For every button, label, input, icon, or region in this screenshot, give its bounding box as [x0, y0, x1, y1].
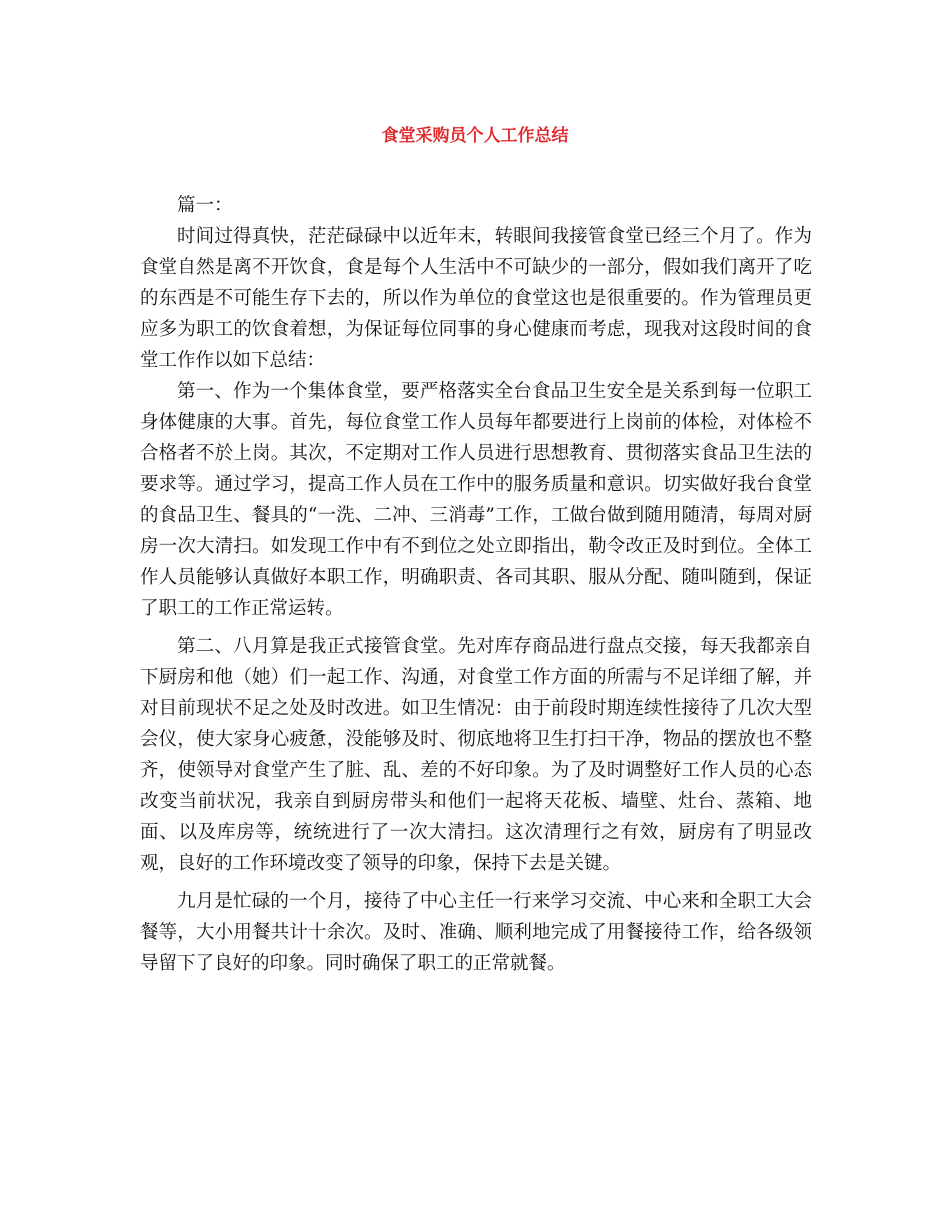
- paragraph-first: 第一、作为一个集体食堂，要严格落实全台食品卫生安全是关系到每一位职工身体健康的大事。首先，每位食堂工作人员每年都要进行上岗前的体检，对体检不合格者不於上岗。其次，不定期对工作人员进行思想教育、贯彻落实食品卫生法的要求等。通过学习，提高工作人员在工作中的服务质量和意识。切实做好我台食堂的食品卫生、餐具的“一洗、二冲、三消毒”工作，工做台做到随用随清，每周对厨房一次大清扫。如发现工作中有不到位之处立即指出，勒令改正及时到位。全体工作人员能够认真做好本职工作，明确职责、各司其职、服从分配、随叫随到，保证了职工的工作正常运转。: [140, 381, 812, 619]
- paragraph-september: 九月是忙碌的一个月，接待了中心主任一行来学习交流、中心来和全职工大会餐等，大小用餐共计十余次。及时、准确、顺利地完成了用餐接待工作，给各级领导留下了良好的印象。同时确保了职工的正常就餐。: [140, 891, 812, 974]
- document-title: 食堂采购员个人工作总结: [381, 126, 569, 146]
- paragraph-intro: 时间过得真快，茫茫碌碌中以近年末，转眼间我接管食堂已经三个月了。作为食堂自然是离不开饮食，食是每个人生活中不可缺少的一部分，假如我们离开了吃的东西是不可能生存下去的，所以作为单位的食堂这也是很重要的。作为管理员更应多为职工的饮食着想，为保证每位同事的身心健康而考虑，现我对这段时间的食堂工作作以如下总结：: [140, 226, 812, 371]
- section-heading: 篇一：: [177, 195, 233, 216]
- paragraph-second: 第二、八月算是我正式接管食堂。先对库存商品进行盘点交接，每天我都亲自下厨房和他（她）们一起工作、沟通，对食堂工作方面的所需与不足详细了解，并对目前现状不足之处及时改进。如卫生情况：由于前段时期连续性接待了几次大型会仪，使大家身心疲惫，没能够及时、彻底地将卫生打扫干净，物品的摆放也不整齐，使领导对食堂产生了脏、乱、差的不好印象。为了及时调整好工作人员的心态改变当前状况，我亲自到厨房带头和他们一起将天花板、墙壁、灶台、蒸箱、地面、以及库房等，统统进行了一次大清扫。这次清理行之有效，厨房有了明显改观，良好的工作环境改变了领导的印象，保持下去是关键。: [140, 636, 812, 874]
- document-body: [140, 190, 812, 979]
